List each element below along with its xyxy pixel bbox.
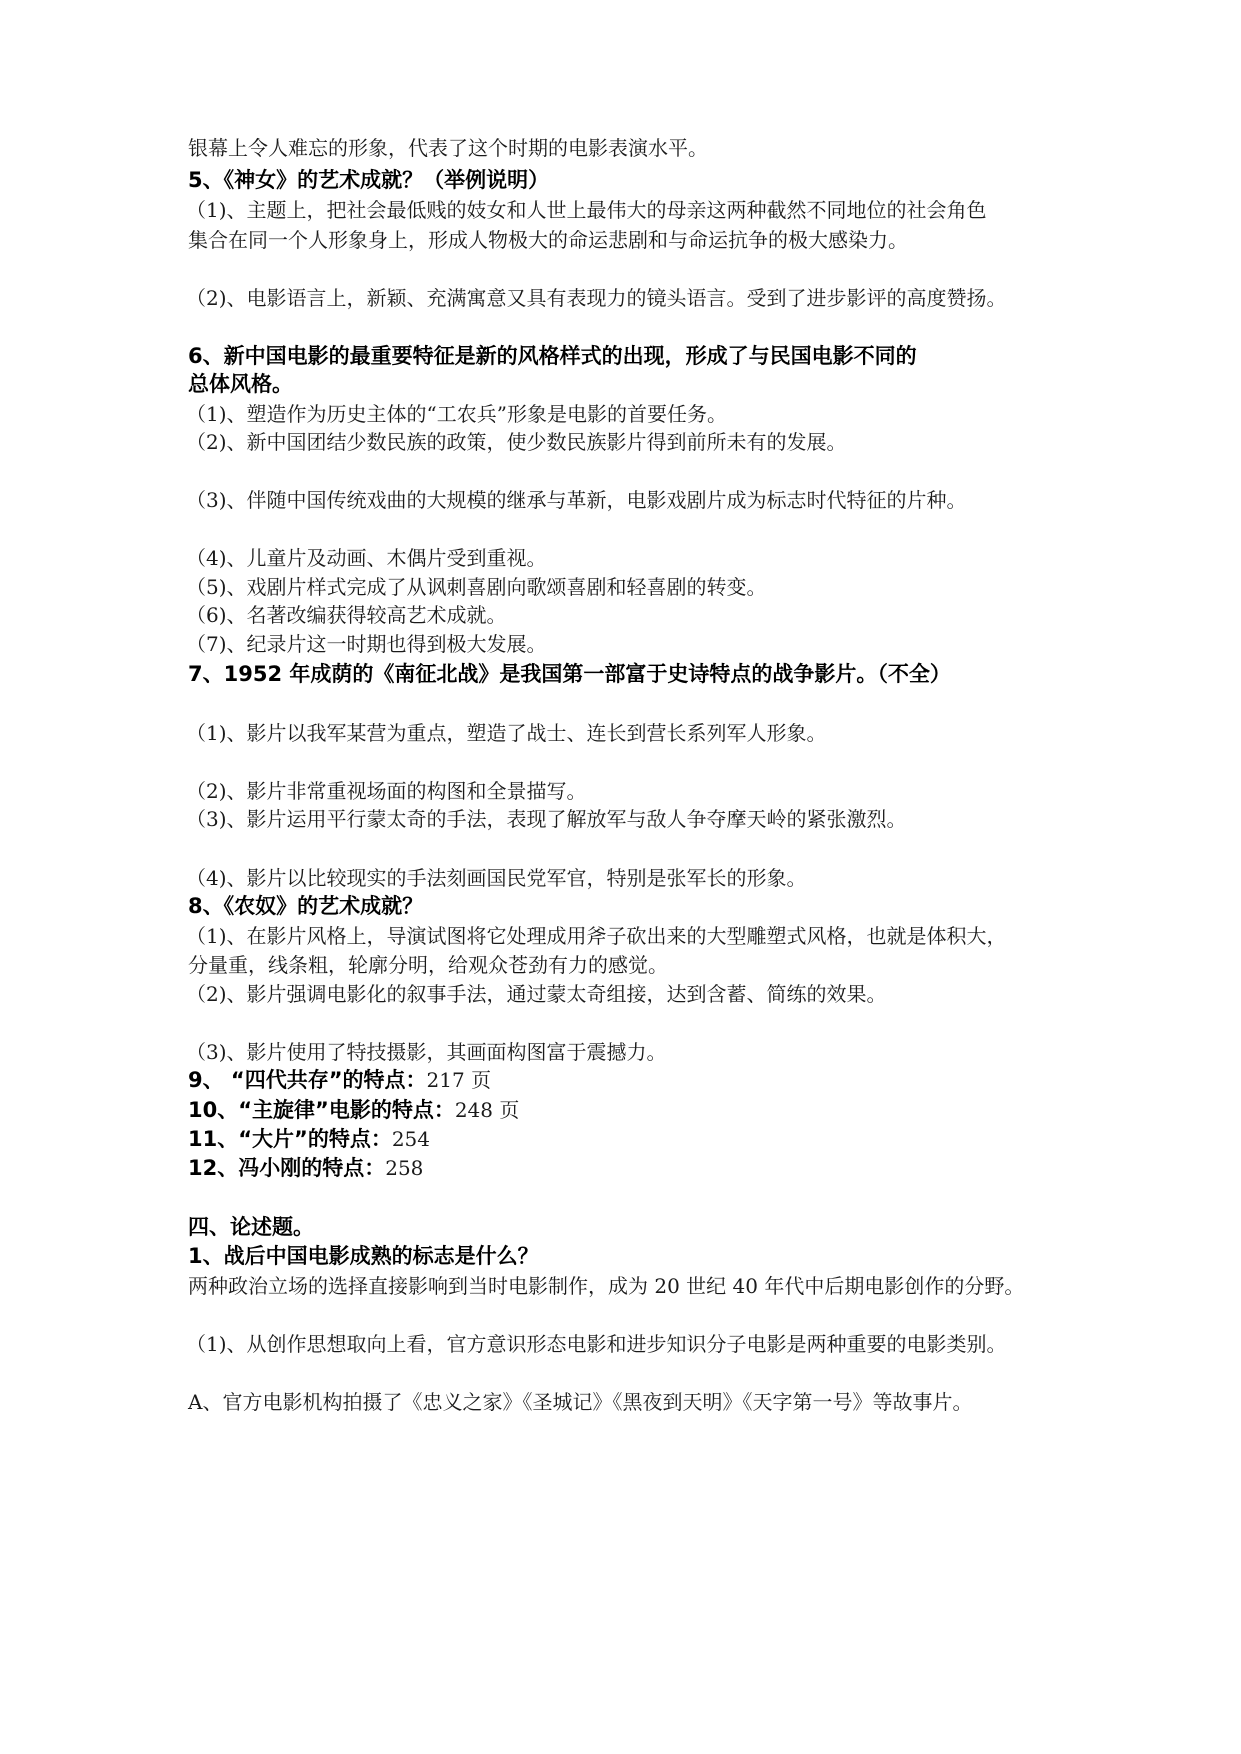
- text-line: （4)、儿童片及动画、木偶片受到重视。: [186, 546, 547, 570]
- page-reference: 217 页: [426, 1068, 492, 1092]
- question-heading: 5、《神女》的艺术成就？（举例说明）: [188, 168, 550, 192]
- question-title: 12、冯小刚的特点：: [188, 1156, 386, 1180]
- text-line: （3)、影片运用平行蒙太奇的手法，表现了解放军与敌人争夺摩天岭的紧张激烈。: [186, 807, 907, 831]
- question-title: 9、 “四代共存”的特点：: [188, 1068, 427, 1092]
- question-title: 10、“主旋律”电影的特点：: [188, 1098, 455, 1122]
- text-line: （4)、影片以比较现实的手法刻画国民党军官，特别是张军长的形象。: [186, 866, 807, 890]
- text-line: （2)、影片非常重视场面的构图和全景描写。: [186, 779, 587, 803]
- question-heading: 8、《农奴》的艺术成就？: [188, 894, 424, 918]
- text-line: （1)、影片以我军某营为重点，塑造了战士、连长到营长系列军人形象。: [186, 721, 827, 745]
- text-line: （7)、纪录片这一时期也得到极大发展。: [186, 632, 547, 656]
- question-heading: 7、1952 年成荫的《南征北战》是我国第一部富于史诗特点的战争影片。（不全）: [188, 662, 951, 686]
- text-line: （1)、主题上，把社会最低贱的妓女和人世上最伟大的母亲这两种截然不同地位的社会角色: [186, 198, 987, 222]
- text-line: （3)、影片使用了特技摄影，其画面构图富于震撼力。: [186, 1040, 667, 1064]
- question-heading: 总体风格。: [188, 372, 293, 396]
- page-reference: 248 页: [454, 1098, 520, 1122]
- text-line: （1)、在影片风格上，导演试图将它处理成用斧子砍出来的大型雕塑式风格，也就是体积大，: [186, 924, 1007, 948]
- text-line: （2)、影片强调电影化的叙事手法，通过蒙太奇组接，达到含蓄、简练的效果。: [186, 982, 887, 1006]
- text-line: 两种政治立场的选择直接影响到当时电影制作，成为 20 世纪 40 年代中后期电影创作的分野。: [188, 1274, 1025, 1298]
- text-line: （3)、伴随中国传统戏曲的大规模的继承与革新，电影戏剧片成为标志时代特征的片种。: [186, 488, 967, 512]
- text-line: 分量重，线条粗，轮廓分明，给观众苍劲有力的感觉。: [188, 953, 668, 977]
- question-heading: [188, 1096, 519, 1124]
- text-line: 银幕上令人难忘的形象，代表了这个时期的电影表演水平。: [188, 136, 708, 160]
- question-heading: [188, 1154, 423, 1182]
- text-line: （2)、新中国团结少数民族的政策，使少数民族影片得到前所未有的发展。: [186, 430, 847, 454]
- question-heading: [188, 1066, 491, 1094]
- text-line: A、官方电影机构拍摄了《忠义之家》《圣城记》《黑夜到天明》《天字第一号》等故事片。: [188, 1390, 973, 1414]
- section-heading: 四、论述题。: [188, 1215, 314, 1239]
- text-line: （6)、名著改编获得较高艺术成就。: [186, 603, 507, 627]
- page-reference: 254: [391, 1127, 431, 1151]
- question-heading: 1、战后中国电影成熟的标志是什么？: [188, 1244, 539, 1268]
- text-line: 集合在同一个人形象身上，形成人物极大的命运悲剧和与命运抗争的极大感染力。: [188, 228, 908, 252]
- page-reference: 258: [385, 1156, 424, 1180]
- text-line: （2)、电影语言上，新颖、充满寓意又具有表现力的镜头语言。受到了进步影评的高度赞扬。: [186, 286, 1007, 310]
- question-title: 11、“大片”的特点：: [188, 1127, 392, 1151]
- text-line: （1)、塑造作为历史主体的“工农兵”形象是电影的首要任务。: [186, 402, 727, 426]
- text-line: （1)、从创作思想取向上看，官方意识形态电影和进步知识分子电影是两种重要的电影类别。: [186, 1332, 1007, 1356]
- question-heading: 6、新中国电影的最重要特征是新的风格样式的出现，形成了与民国电影不同的: [188, 344, 917, 368]
- question-heading: [188, 1125, 430, 1153]
- text-line: （5)、戏剧片样式完成了从讽刺喜剧向歌颂喜剧和轻喜剧的转变。: [186, 575, 767, 599]
